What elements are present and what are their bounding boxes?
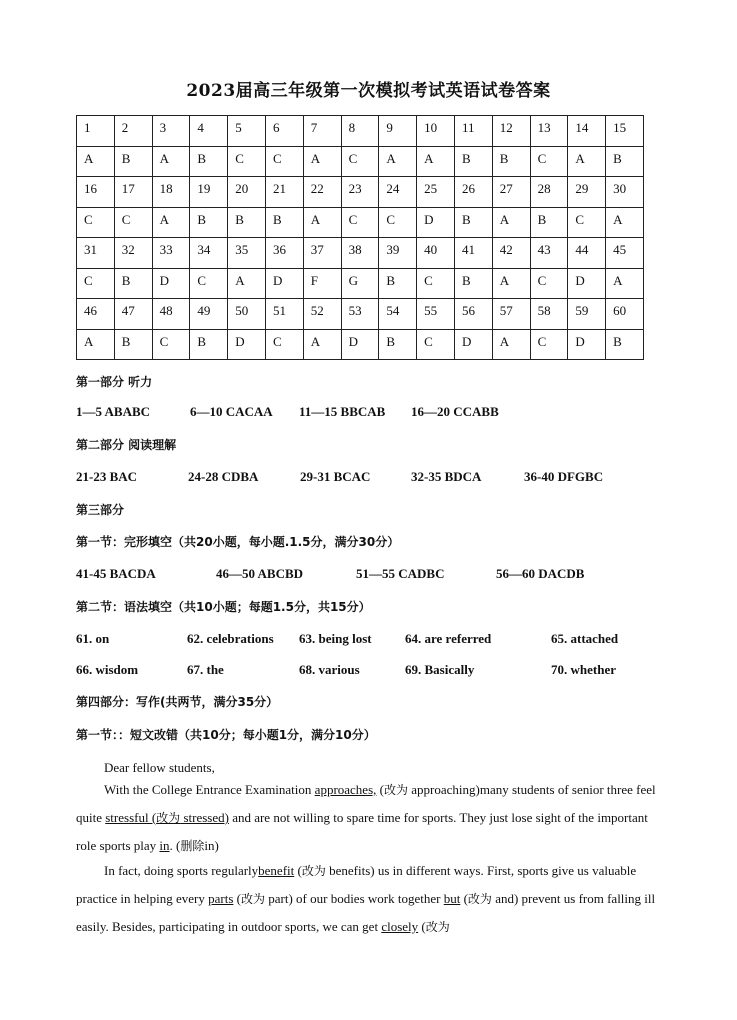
question-number-cell: 58 (530, 299, 568, 330)
question-number-cell: 18 (152, 177, 190, 208)
answer-cell: A (77, 329, 115, 360)
question-number-cell: 5 (228, 116, 266, 147)
question-number-cell: 15 (606, 116, 644, 147)
question-number-cell: 4 (190, 116, 228, 147)
answer-cell: A (492, 268, 530, 299)
question-number-cell: 14 (568, 116, 606, 147)
question-number-cell: 7 (303, 116, 341, 147)
question-number-cell: 29 (568, 177, 606, 208)
question-number-cell: 26 (454, 177, 492, 208)
part4-heading: 第四部分：写作(共两节，满分35分） (76, 695, 279, 709)
part1-answer: 16—20 CCABB (411, 404, 499, 419)
answer-cell: B (530, 207, 568, 238)
question-number-cell: 9 (379, 116, 417, 147)
part3-cloze-answer: 41-45 BACDA (76, 566, 156, 581)
part3-section1-heading: 第一节：完形填空（共20小题，每小题.1.5分，满分30分） (76, 535, 400, 549)
answer-cell: A (379, 146, 417, 177)
question-number-cell: 33 (152, 238, 190, 269)
grammar-answer: 67. the (187, 662, 224, 677)
letter-greeting: Dear fellow students, (104, 760, 215, 775)
grammar-answer: 64. are referred (405, 631, 492, 646)
question-number-cell: 20 (228, 177, 266, 208)
part2-answer: 32-35 BDCA (411, 469, 482, 484)
question-number-cell: 3 (152, 116, 190, 147)
answer-cell: B (114, 268, 152, 299)
question-number-cell: 1 (77, 116, 115, 147)
answer-cell: D (341, 329, 379, 360)
letter-paragraph-2: In fact, doing sports regularlybenefit (改为 benefits) us in different ways. First, sports give us valuable practice in helping every parts (改为 part) of our bodies work together but (改为 and) prevent us from falling ill easily. Besides, participating in outdoor sports, we can get closely (改为 (76, 863, 656, 934)
question-number-cell: 43 (530, 238, 568, 269)
question-number-cell: 54 (379, 299, 417, 330)
question-number-cell: 17 (114, 177, 152, 208)
answer-cell: A (568, 146, 606, 177)
answer-cell: C (341, 207, 379, 238)
question-number-cell: 32 (114, 238, 152, 269)
answer-cell: A (606, 207, 644, 238)
answer-cell: A (492, 207, 530, 238)
answer-cell: B (379, 268, 417, 299)
question-number-row (77, 177, 644, 208)
grammar-answer: 66. wisdom (76, 662, 139, 677)
grammar-answer: 65. attached (551, 631, 619, 646)
question-number-cell: 16 (77, 177, 115, 208)
question-number-cell: 28 (530, 177, 568, 208)
question-number-cell: 42 (492, 238, 530, 269)
answer-cell: D (417, 207, 455, 238)
question-number-cell: 39 (379, 238, 417, 269)
letter-paragraph-1: With the College Entrance Examination approaches, (改为 approaching)many students of senior three feel quite stressful (改为 stressed) and are not willing to spare time for sports. They just lose sight of the important role sports play in. (删除in) (76, 782, 656, 853)
question-number-cell: 13 (530, 116, 568, 147)
answer-cell: C (265, 146, 303, 177)
question-number-row (77, 116, 644, 147)
answer-cell: B (606, 329, 644, 360)
question-number-cell: 56 (454, 299, 492, 330)
question-number-cell: 30 (606, 177, 644, 208)
grammar-answer: 69. Basically (405, 662, 475, 677)
answer-cell: B (265, 207, 303, 238)
answer-cell: C (417, 329, 455, 360)
question-number-cell: 55 (417, 299, 455, 330)
answer-cell: A (492, 329, 530, 360)
answer-cell: A (77, 146, 115, 177)
question-number-cell: 50 (228, 299, 266, 330)
question-number-cell: 46 (77, 299, 115, 330)
answer-cell: D (568, 268, 606, 299)
answer-cell: D (568, 329, 606, 360)
question-number-cell: 36 (265, 238, 303, 269)
answer-row (77, 207, 644, 238)
question-number-cell: 60 (606, 299, 644, 330)
question-number-cell: 40 (417, 238, 455, 269)
answer-cell: B (114, 329, 152, 360)
question-number-cell: 27 (492, 177, 530, 208)
part1-answer: 11—15 BBCAB (299, 404, 386, 419)
question-number-cell: 47 (114, 299, 152, 330)
question-number-cell: 25 (417, 177, 455, 208)
answer-cell: B (114, 146, 152, 177)
part3-cloze-answer: 51—55 CADBC (356, 566, 445, 581)
answer-grid (76, 115, 644, 360)
answer-cell: A (417, 146, 455, 177)
answer-cell: B (454, 146, 492, 177)
part3-heading: 第三部分 (76, 503, 125, 517)
answer-cell: D (265, 268, 303, 299)
answer-cell: A (228, 268, 266, 299)
question-number-cell: 21 (265, 177, 303, 208)
answer-row (77, 268, 644, 299)
answer-cell: B (190, 329, 228, 360)
answer-cell: B (454, 207, 492, 238)
question-number-cell: 52 (303, 299, 341, 330)
answer-cell: B (228, 207, 266, 238)
question-number-cell: 53 (341, 299, 379, 330)
answer-cell: A (303, 146, 341, 177)
answer-cell: C (341, 146, 379, 177)
part3-cloze-answer: 56—60 DACDB (496, 566, 585, 581)
question-number-cell: 37 (303, 238, 341, 269)
answer-cell: G (341, 268, 379, 299)
answer-cell: B (492, 146, 530, 177)
grammar-answer: 70. whether (551, 662, 616, 677)
question-number-cell: 48 (152, 299, 190, 330)
answer-cell: A (606, 268, 644, 299)
answer-cell: B (454, 268, 492, 299)
answer-cell: C (417, 268, 455, 299)
question-number-cell: 45 (606, 238, 644, 269)
answer-cell: B (190, 207, 228, 238)
question-number-cell: 2 (114, 116, 152, 147)
answer-row (77, 329, 644, 360)
answer-cell: C (530, 268, 568, 299)
grammar-answer: 62. celebrations (187, 631, 274, 646)
answer-cell: F (303, 268, 341, 299)
question-number-cell: 34 (190, 238, 228, 269)
part2-heading: 第二部分 阅读理解 (76, 438, 177, 452)
answer-cell: C (77, 207, 115, 238)
question-number-cell: 57 (492, 299, 530, 330)
question-number-cell: 35 (228, 238, 266, 269)
part2-answer: 21-23 BAC (76, 469, 138, 484)
part2-answer: 29-31 BCAC (300, 469, 371, 484)
part4-section1-heading: 第一节：：短文改错（共10分；每小题1分，满分10分） (76, 728, 376, 742)
answer-row (77, 146, 644, 177)
answer-cell: C (152, 329, 190, 360)
answer-cell: B (379, 329, 417, 360)
answer-cell: C (265, 329, 303, 360)
answer-cell: B (190, 146, 228, 177)
answer-cell: D (228, 329, 266, 360)
question-number-cell: 19 (190, 177, 228, 208)
grammar-answer: 61. on (76, 631, 110, 646)
question-number-cell: 41 (454, 238, 492, 269)
question-number-cell: 44 (568, 238, 606, 269)
question-number-cell: 22 (303, 177, 341, 208)
question-number-cell: 12 (492, 116, 530, 147)
answer-cell: B (606, 146, 644, 177)
answer-cell: A (303, 329, 341, 360)
question-number-cell: 31 (77, 238, 115, 269)
grammar-answer: 68. various (299, 662, 360, 677)
question-number-cell: 51 (265, 299, 303, 330)
question-number-cell: 10 (417, 116, 455, 147)
answer-cell: A (152, 146, 190, 177)
question-number-cell: 49 (190, 299, 228, 330)
answer-cell: C (228, 146, 266, 177)
question-number-row (77, 238, 644, 269)
question-number-cell: 11 (454, 116, 492, 147)
question-number-cell: 24 (379, 177, 417, 208)
question-number-cell: 8 (341, 116, 379, 147)
answer-cell: C (530, 329, 568, 360)
part1-answer: 6—10 CACAA (190, 404, 273, 419)
answer-cell: C (530, 146, 568, 177)
question-number-cell: 59 (568, 299, 606, 330)
answer-cell: C (114, 207, 152, 238)
answer-cell: C (190, 268, 228, 299)
answer-cell: C (77, 268, 115, 299)
answer-cell: D (152, 268, 190, 299)
answer-cell: C (568, 207, 606, 238)
question-number-cell: 6 (265, 116, 303, 147)
part1-heading: 第一部分 听力 (76, 375, 153, 389)
grammar-answer: 63. being lost (299, 631, 372, 646)
question-number-row (77, 299, 644, 330)
answer-cell: C (379, 207, 417, 238)
part2-answer: 24-28 CDBA (188, 469, 259, 484)
part3-cloze-answer: 46—50 ABCBD (216, 566, 304, 581)
part1-answer: 1—5 ABABC (76, 404, 151, 419)
answer-cell: D (454, 329, 492, 360)
question-number-cell: 23 (341, 177, 379, 208)
answer-cell: A (152, 207, 190, 238)
part3-section2-heading: 第二节：语法填空（共10小题；每题1.5分，共15分） (76, 600, 371, 614)
page-title: 2023届高三年级第一次模拟考试英语试卷答案 (186, 81, 551, 101)
answer-cell: A (303, 207, 341, 238)
part2-answer: 36-40 DFGBC (524, 469, 604, 484)
question-number-cell: 38 (341, 238, 379, 269)
